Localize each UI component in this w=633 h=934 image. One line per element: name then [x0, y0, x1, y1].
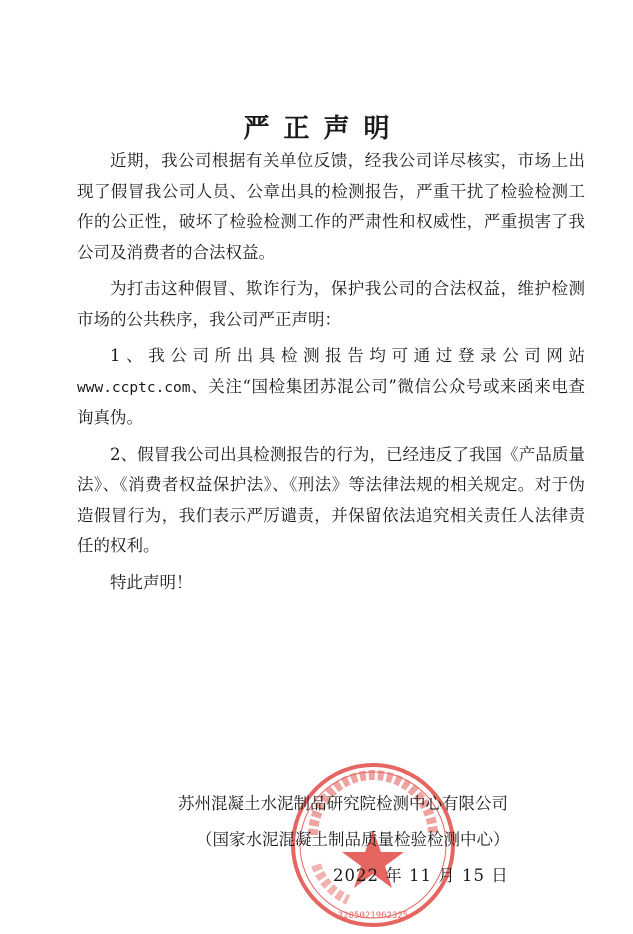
item-1-text-before: 1、我公司所出具检测报告均可通过登录公司网站 [110, 346, 585, 365]
signature-date: 2022 年 11 月 15 日 [333, 866, 509, 885]
paragraph-intro: 近期，我公司根据有关单位反馈，经我公司详尽核实，市场上出现了假冒我公司人员、公章出具的检测报告，严重干扰了检验检测工作的公正性，破坏了检验检测工作的严肃性和权威性，严重损害了我公司及消费者的合法权益。 [77, 151, 585, 262]
signature-company: 苏州混凝土水泥制品研究院检测中心有限公司 [178, 794, 508, 813]
paragraph-closing: 特此声明！ [110, 572, 193, 592]
document-body [77, 146, 585, 604]
paragraph-item-1 [77, 341, 585, 434]
signature-center: （国家水泥混凝土制品质量检验检测中心） [196, 830, 510, 849]
paragraph-item-2: 2、假冒我公司出具检测报告的行为，已经违反了我国《产品质量法》、《消费者权益保护法》、《刑法》等法律法规的相关规定。对于伪造假冒行为，我们表示严厉谴责，并保留依法追究相关责任人法律责任的权利。 [77, 444, 585, 555]
seal-number: 3205021962325 [337, 911, 409, 921]
website-url: www.ccptc.com [77, 379, 191, 396]
document-title: 严正声明 [243, 114, 404, 144]
paragraph-purpose: 为打击这种假冒、欺诈行为，保护我公司的合法权益，维护检测市场的公共秩序，我公司严正声明： [77, 279, 585, 329]
item-1-text-after: 、关注“国检集团苏混公司”微信公众号或来函来电查询真伪。 [77, 376, 585, 427]
